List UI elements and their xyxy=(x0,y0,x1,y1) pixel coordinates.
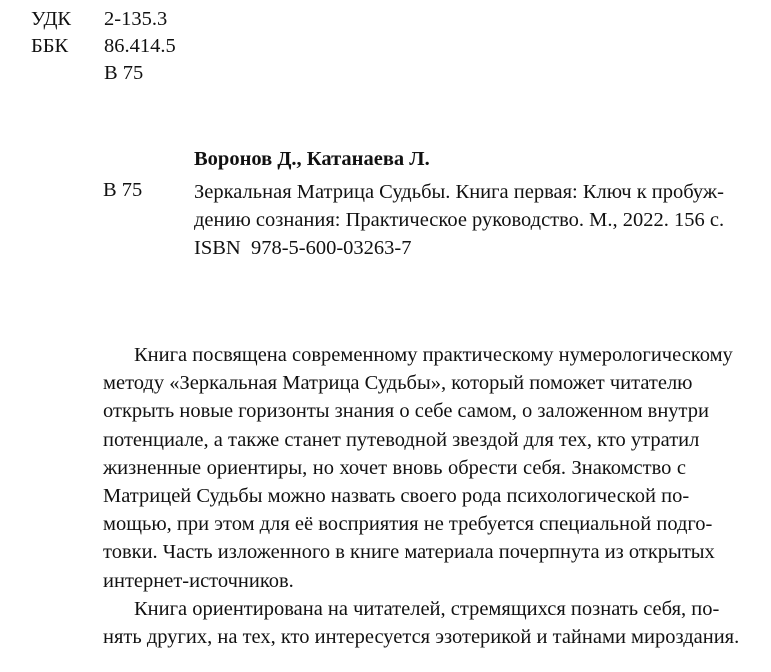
paragraph-line: Книга ориентирована на читателей, стремящихся познать себя, по- xyxy=(134,597,720,620)
bbk-row xyxy=(31,33,176,60)
paragraph-line: нять других, на тех, кто интересуется эзотерикой и тайнами мироздания. xyxy=(103,625,740,648)
bib-publication-line: дению сознания: Практическое руководство. М., 2022. 156 с. xyxy=(194,209,725,231)
paragraph-line: Книга посвящена современному практическому нумерологическому xyxy=(134,344,733,366)
paragraph-line: Матрицей Судьбы можно назвать своего рода психологической по- xyxy=(103,484,690,507)
catalog-code: В 75 xyxy=(103,179,143,201)
paragraph-line: методу «Зеркальная Матрица Судьбы», который поможет читателю xyxy=(103,372,693,395)
paragraph-line: мощью, при этом для её восприятия не требуется специальной подго- xyxy=(103,513,713,536)
udk-row xyxy=(31,6,176,33)
paragraph-line: потенциале, а также станет путеводной звездой для тех, кто утратил xyxy=(103,428,700,451)
bbk-value: 86.414.5 xyxy=(104,35,176,57)
classification-block xyxy=(31,6,176,87)
bibliographic-description xyxy=(194,178,724,262)
bib-title-line: Зеркальная Матрица Судьбы. Книга первая: Ключ к пробуж- xyxy=(194,181,724,203)
book-authors: Воронов Д., Катанаева Л. xyxy=(194,148,430,170)
paragraph-line: товки. Часть изложенного в книге материала почерпнута из открытых xyxy=(103,541,715,564)
paragraph-line: жизненные ориентиры, но хочет вновь обрести себя. Знакомство с xyxy=(103,456,686,479)
paragraph-line: интернет-источников. xyxy=(103,569,294,592)
paragraph-line: открыть новые горизонты знания о себе самом, о заложенном внутри xyxy=(103,400,709,423)
udk-value: 2-135.3 xyxy=(104,8,168,30)
udk-label: УДК xyxy=(31,8,72,30)
author-mark-row xyxy=(31,60,176,87)
bbk-label: ББК xyxy=(31,35,69,57)
bib-isbn-line: ISBN 978-5-600-03263-7 xyxy=(194,237,412,259)
author-mark: В 75 xyxy=(104,62,144,84)
annotation-text xyxy=(103,341,740,651)
